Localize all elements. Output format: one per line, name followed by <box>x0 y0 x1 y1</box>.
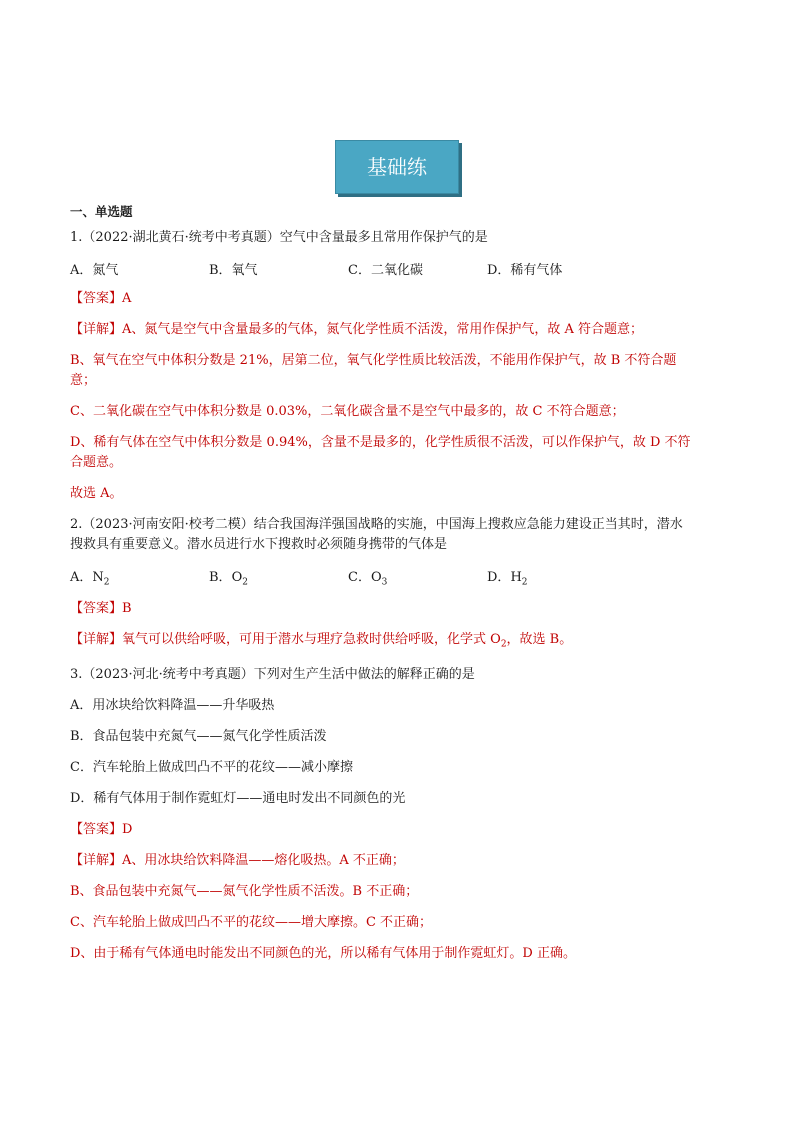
q2-option-subscript: 2 <box>103 577 110 588</box>
q1-option-d: D．稀有气体 <box>487 263 563 278</box>
q1-detail-line: C、二氧化碳在空气中体积分数是 0.03%，二氧化碳含量不是空气中最多的，故 C 不符合题意； <box>70 404 625 419</box>
q3-option-a: A．用冰块给饮料降温——升华吸热 <box>70 698 275 714</box>
q1-detail-line: 故选 A。 <box>70 486 123 501</box>
q3-detail-line: B、食品包装中充氮气——氮气化学性质不活泼。B 不正确； <box>70 884 419 900</box>
q2-option-formula: N <box>92 570 104 585</box>
q2-option-a <box>70 566 209 588</box>
q3-answer-value: D <box>122 822 133 838</box>
page-title: 基础练 <box>335 140 459 194</box>
document-body <box>70 202 730 975</box>
question-2-options <box>70 566 730 588</box>
q2-answer-value: B <box>122 600 132 616</box>
q3-option-c: C．汽车轮胎上做成凹凸不平的花纹——减小摩擦 <box>70 760 353 776</box>
q3-detail <box>70 851 730 964</box>
q1-detail <box>70 320 730 504</box>
q2-detail-text-end: ，故选 B。 <box>506 631 573 647</box>
q1-detail-line: D、稀有气体在空气中体积分数是 0.94%，含量不是最多的，化学性质很不活泼，可以作保护气，故 D 不符 <box>70 435 691 450</box>
q1-detail-tag: 【详解】 <box>70 322 123 337</box>
q3-detail-tag: 【详解】 <box>70 853 123 869</box>
q1-answer-tag: 【答案】 <box>70 291 123 306</box>
q2-option-formula: O <box>231 570 243 585</box>
q2-option-subscript: 2 <box>521 577 528 588</box>
question-1-stem: 1.（2022·湖北黄石·统考中考真题）空气中含量最多且常用作保护气的是 <box>70 230 488 245</box>
question-1-options <box>70 259 730 278</box>
q3-answer-tag: 【答案】 <box>70 822 123 838</box>
q2-detail-subscript: 2 <box>500 639 507 650</box>
q2-option-d <box>487 566 626 588</box>
q3-detail-line <box>70 851 730 871</box>
q2-option-formula: O <box>370 570 382 585</box>
q2-option-formula: H <box>510 570 522 585</box>
q2-detail-text: 氧气可以供给呼吸，可用于潜水与理疗急救时供给呼吸，化学式 O <box>122 631 501 647</box>
q2-option-letter: D． <box>487 570 511 585</box>
q1-detail-line <box>70 320 730 340</box>
q3-option-b: B．食品包装中充氮气——氮气化学性质活泼 <box>70 729 327 745</box>
q3-answer <box>70 820 730 840</box>
q2-detail <box>70 630 730 655</box>
q1-option-c: C．二氧化碳 <box>348 263 423 278</box>
q3-detail-line: C、汽车轮胎上做成凹凸不平的花纹——增大摩擦。C 不正确； <box>70 915 433 931</box>
q1-detail-line: 合题意。 <box>70 455 123 470</box>
q3-detail-line: D、由于稀有气体通电时能发出不同颜色的光，所以稀有气体用于制作霓虹灯。D 正确。 <box>70 946 576 962</box>
question-3-stem: 3.（2023·河北·统考中考真题）下列对生产生活中做法的解释正确的是 <box>70 667 475 683</box>
q3-detail-text: A、用冰块给饮料降温——熔化吸热。A 不正确； <box>122 853 405 869</box>
q2-option-b <box>209 566 348 588</box>
q1-option-a: A．氮气 <box>70 263 119 278</box>
q1-detail-line: B、氧气在空气中体积分数是 21%，居第二位，氧气化学性质比较活泼，不能用作保护气，故 B 不符合题 <box>70 353 677 368</box>
question-2-stem-line: 2.（2023·河南安阳·校考二模）结合我国海洋强国战略的实施，中国海上搜救应急能力建设正当其时，潜水 <box>70 517 683 532</box>
q2-answer-tag: 【答案】 <box>70 600 123 616</box>
q1-answer-value: A <box>122 291 132 306</box>
question-2-stem-line: 搜救具有重要意义。潜水员进行水下搜救时必须随身携带的气体是 <box>70 537 448 552</box>
q3-option-d: D．稀有气体用于制作霓虹灯——通电时发出不同颜色的光 <box>70 791 406 807</box>
q2-option-subscript: 3 <box>381 577 388 588</box>
q2-answer <box>70 599 730 619</box>
section-heading: 一、单选题 <box>70 204 133 219</box>
q1-option-b: B．氧气 <box>209 263 258 278</box>
q2-option-subscript: 2 <box>242 577 248 588</box>
q2-detail-tag: 【详解】 <box>70 631 123 647</box>
q1-detail-line: 意； <box>70 373 97 388</box>
q1-detail-text: A、氮气是空气中含量最多的气体，氮气化学性质不活泼，常用作保护气，故 A 符合题意； <box>122 322 644 337</box>
q2-option-letter: B． <box>209 570 232 585</box>
q2-option-letter: C． <box>348 570 371 585</box>
q2-option-letter: A． <box>70 570 93 585</box>
q1-answer <box>70 289 730 309</box>
q2-option-c <box>348 566 487 588</box>
